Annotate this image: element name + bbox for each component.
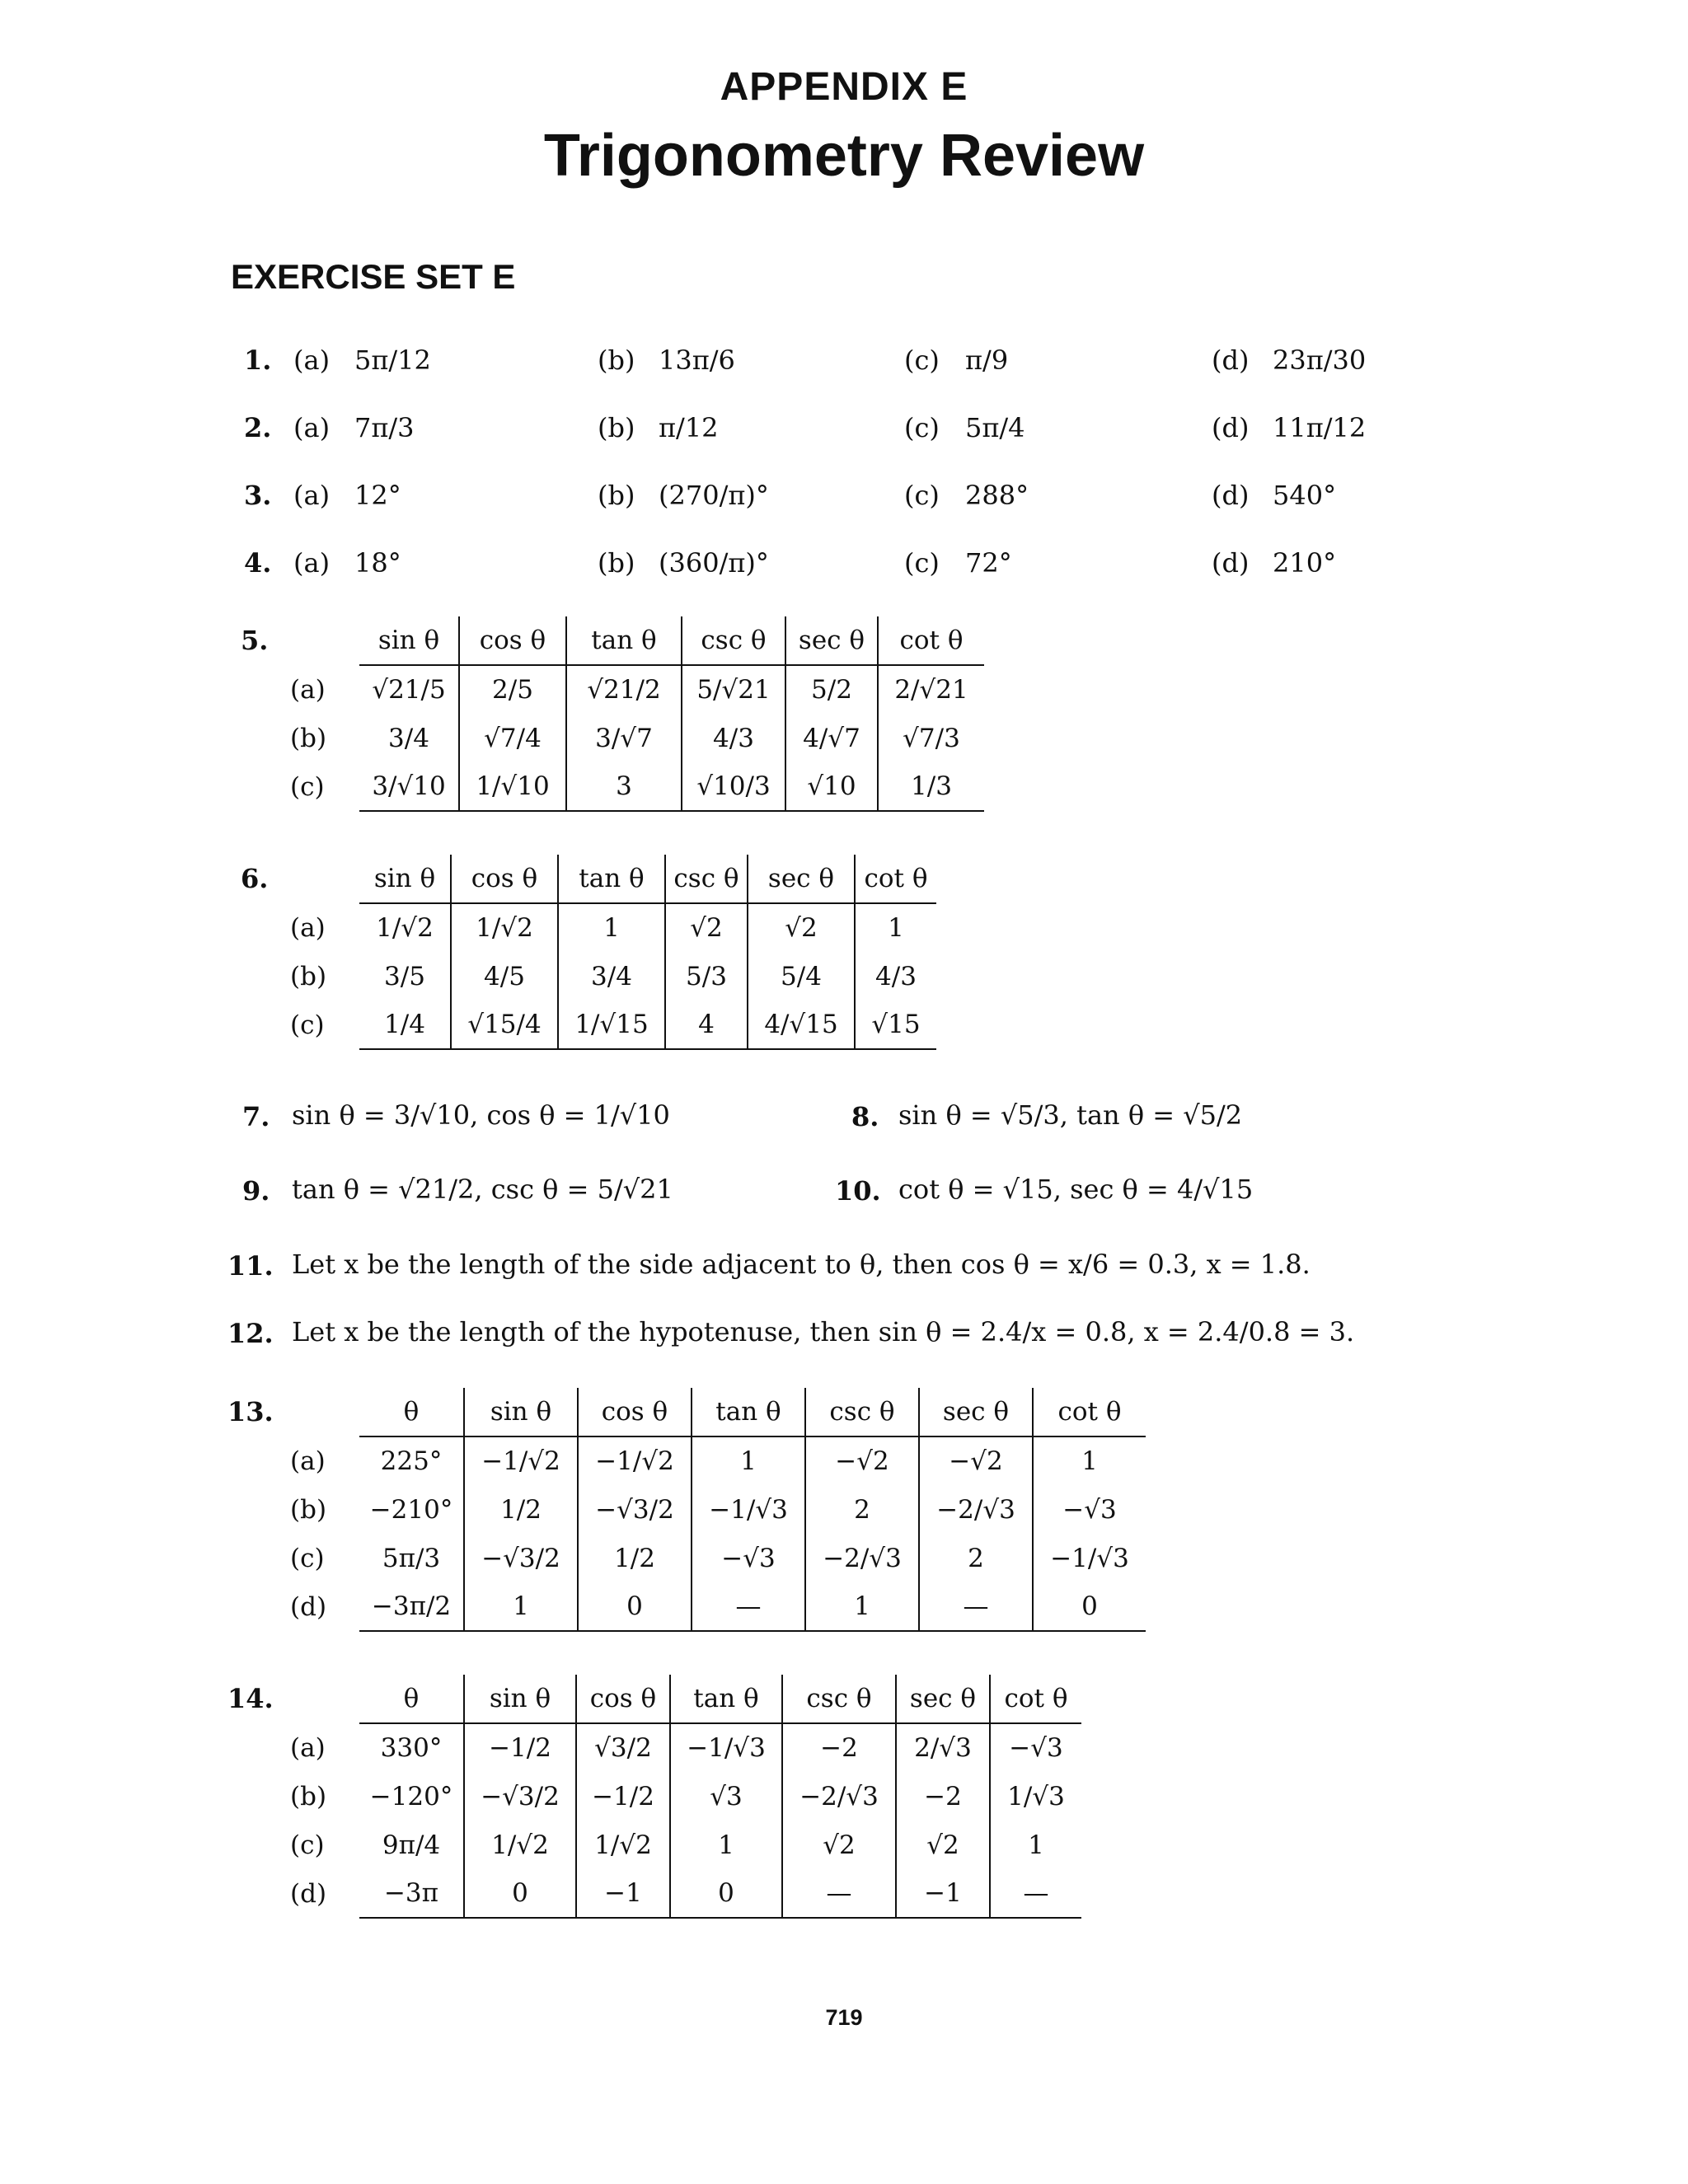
row-label: (b) — [290, 1494, 327, 1525]
table-cell: √15/4 — [451, 1001, 558, 1049]
table-cell: 1/2 — [464, 1485, 578, 1534]
table-row — [290, 1001, 936, 1049]
table-cell: −√3 — [692, 1534, 805, 1582]
part-answer: 72° — [965, 547, 1012, 579]
table-cell: −3π — [359, 1869, 464, 1918]
table-cell: √2 — [896, 1821, 990, 1869]
column-header: sec θ — [896, 1675, 990, 1723]
table-cell: 1/√2 — [376, 913, 434, 943]
corner-cell — [290, 1675, 359, 1723]
table-cell: 4/5 — [451, 952, 558, 1001]
table-cell: — — [782, 1869, 896, 1918]
table-cell: −√3 — [1033, 1485, 1146, 1534]
row-label: (c) — [290, 771, 325, 802]
column-header: cot θ — [855, 855, 936, 903]
exercise-number: 11. — [227, 1250, 274, 1282]
column-header: cos θ — [451, 855, 558, 903]
table-cell: √21/2 — [566, 665, 682, 714]
exercise-number: 1. — [244, 344, 272, 376]
column-header: csc θ — [782, 1675, 896, 1723]
table-row — [290, 1772, 1081, 1821]
table-cell: 1/√15 — [558, 1001, 665, 1049]
table-row — [290, 1485, 1146, 1534]
exercise-6-table — [290, 855, 936, 1050]
row-label: (d) — [290, 1878, 327, 1909]
table-cell: −√2 — [919, 1436, 1033, 1485]
table-cell: −2 — [782, 1723, 896, 1772]
table-cell: √10/3 — [682, 762, 785, 811]
part-label: (b) — [598, 412, 635, 443]
table-cell: 3/√7 — [566, 714, 682, 762]
table-row — [290, 1869, 1081, 1918]
page-number: 719 — [825, 2005, 863, 2030]
table-cell: 3 — [566, 762, 682, 811]
corner-cell — [290, 1388, 359, 1436]
table-cell: −1/√2 — [578, 1436, 692, 1485]
part-label: (c) — [904, 412, 940, 443]
part-answer: 540° — [1273, 480, 1337, 511]
exercise-8-answer: sin θ = √5/3, tan θ = √5/2 — [898, 1099, 1243, 1131]
table-cell: 5/√21 — [682, 665, 785, 714]
table-cell: 1 — [805, 1582, 919, 1631]
part-answer: 11π/12 — [1273, 412, 1367, 443]
part-label: (d) — [1212, 412, 1250, 443]
exercise-number: 6. — [241, 863, 269, 894]
exercise-number: 4. — [244, 547, 272, 579]
row-label: (c) — [290, 1543, 325, 1573]
part-answer: 18° — [354, 547, 401, 579]
part-answer: 288° — [965, 480, 1029, 511]
corner-cell — [290, 855, 359, 903]
part-label: (b) — [598, 547, 635, 579]
exercise-9-answer: tan θ = √21/2, csc θ = 5/√21 — [292, 1174, 673, 1205]
table-cell: 4/3 — [855, 952, 936, 1001]
table-cell: √15 — [855, 1001, 936, 1049]
row-label: (b) — [290, 723, 327, 753]
table-cell: — — [919, 1582, 1033, 1631]
table-cell: √3/2 — [576, 1723, 670, 1772]
table-cell: 5/4 — [748, 952, 855, 1001]
exercise-12-answer: Let x be the length of the hypotenuse, then sin θ = 2.4/x = 0.8, x = 2.4/0.8 = 3. — [292, 1316, 1355, 1347]
table-row — [290, 762, 984, 811]
table-cell: 1/4 — [359, 1001, 451, 1049]
column-header: tan θ — [670, 1675, 782, 1723]
table-row — [290, 1723, 1081, 1772]
table-cell: −120° — [369, 1781, 453, 1811]
table-row — [290, 1436, 1146, 1485]
table-cell: 330° — [380, 1733, 443, 1763]
exercise-number: 2. — [244, 412, 272, 443]
table-cell: √21/5 — [372, 675, 446, 705]
part-answer: π/12 — [659, 412, 719, 443]
table-cell: −1/√2 — [464, 1436, 578, 1485]
part-label: (a) — [293, 480, 331, 511]
row-label: (d) — [290, 1591, 327, 1622]
column-header: csc θ — [665, 855, 748, 903]
table-cell: 5π/3 — [382, 1543, 441, 1573]
column-header: tan θ — [692, 1388, 805, 1436]
table-cell: 2 — [919, 1534, 1033, 1582]
column-header: cos θ — [578, 1388, 692, 1436]
column-header: cot θ — [990, 1675, 1081, 1723]
part-answer: 210° — [1273, 547, 1337, 579]
column-header: cot θ — [878, 616, 984, 665]
part-label: (c) — [904, 480, 940, 511]
row-label: (a) — [290, 674, 326, 705]
table-cell: 1 — [670, 1821, 782, 1869]
part-answer: π/9 — [965, 344, 1009, 376]
part-answer: 5π/12 — [354, 344, 431, 376]
table-cell: √7/4 — [459, 714, 566, 762]
table-cell: 1 — [464, 1582, 578, 1631]
row-label: (a) — [290, 1446, 326, 1476]
column-header: cos θ — [459, 616, 566, 665]
table-cell: 0 — [670, 1869, 782, 1918]
column-header: cot θ — [1033, 1388, 1146, 1436]
table-row — [290, 714, 984, 762]
row-label: (b) — [290, 961, 327, 991]
table-cell: −√3/2 — [464, 1534, 578, 1582]
exercise-13-table — [290, 1388, 1146, 1632]
table-cell: −3π/2 — [359, 1582, 464, 1631]
table-cell: −2/√3 — [919, 1485, 1033, 1534]
table-row — [290, 903, 936, 952]
table-cell: 1/√2 — [451, 903, 558, 952]
table-cell: 3/5 — [384, 961, 425, 991]
table-cell: √2 — [665, 903, 748, 952]
exercise-10-answer: cot θ = √15, sec θ = 4/√15 — [898, 1174, 1254, 1205]
table-cell: −1/2 — [464, 1723, 576, 1772]
part-label: (a) — [293, 412, 331, 443]
row-label: (a) — [290, 912, 326, 943]
column-header: sin θ — [359, 616, 459, 665]
table-row — [290, 952, 936, 1001]
table-cell: 1/√10 — [459, 762, 566, 811]
table-cell: −√2 — [805, 1436, 919, 1485]
row-label: (a) — [290, 1732, 326, 1763]
table-cell: √10 — [785, 762, 878, 811]
column-header: sin θ — [464, 1675, 576, 1723]
column-header: sec θ — [748, 855, 855, 903]
table-cell: 1/√3 — [990, 1772, 1081, 1821]
exercise-11-answer: Let x be the length of the side adjacent to θ, then cos θ = x/6 = 0.3, x = 1.8. — [292, 1249, 1311, 1280]
table-cell: −1/√3 — [670, 1723, 782, 1772]
column-header: csc θ — [805, 1388, 919, 1436]
table-cell: 3/4 — [388, 723, 429, 753]
column-header: csc θ — [682, 616, 785, 665]
table-cell: 2/√21 — [878, 665, 984, 714]
column-header: sin θ — [359, 855, 451, 903]
table-cell: 1/√2 — [464, 1821, 576, 1869]
exercise-14-table — [290, 1675, 1081, 1919]
part-label: (a) — [293, 547, 331, 579]
table-row — [290, 1582, 1146, 1631]
table-cell: −√3 — [990, 1723, 1081, 1772]
table-cell: 1/3 — [878, 762, 984, 811]
exercise-7-answer: sin θ = 3/√10, cos θ = 1/√10 — [292, 1099, 670, 1131]
table-cell: — — [692, 1582, 805, 1631]
table-cell: 1 — [558, 903, 665, 952]
table-cell: √3 — [670, 1772, 782, 1821]
column-header: sec θ — [785, 616, 878, 665]
table-cell: −1/√3 — [692, 1485, 805, 1534]
table-cell: −2/√3 — [782, 1772, 896, 1821]
table-cell: −1 — [576, 1869, 670, 1918]
table-row — [290, 1534, 1146, 1582]
table-cell: 0 — [578, 1582, 692, 1631]
part-answer: (360/π)° — [659, 547, 769, 579]
column-header: tan θ — [558, 855, 665, 903]
table-cell: — — [990, 1869, 1081, 1918]
column-header: tan θ — [566, 616, 682, 665]
table-cell: 4/√7 — [785, 714, 878, 762]
exercise-number: 8. — [851, 1101, 879, 1132]
page-title: Trigonometry Review — [543, 123, 1145, 189]
table-cell: 1 — [1033, 1436, 1146, 1485]
part-label: (c) — [904, 547, 940, 579]
table-cell: 2 — [805, 1485, 919, 1534]
exercise-number: 13. — [227, 1396, 274, 1427]
table-cell: √7/3 — [878, 714, 984, 762]
table-cell: √2 — [782, 1821, 896, 1869]
part-answer: 7π/3 — [354, 412, 415, 443]
table-cell: 3/√10 — [359, 762, 459, 811]
row-label: (c) — [290, 1830, 325, 1860]
table-cell: −1 — [896, 1869, 990, 1918]
row-label: (b) — [290, 1781, 327, 1811]
table-cell: 2/√3 — [896, 1723, 990, 1772]
column-header: sec θ — [919, 1388, 1033, 1436]
table-cell: 4/3 — [682, 714, 785, 762]
table-cell: 225° — [380, 1446, 443, 1476]
table-cell: 0 — [1033, 1582, 1146, 1631]
exercise-5-table — [290, 616, 984, 812]
table-row — [290, 1821, 1081, 1869]
exercise-number: 7. — [242, 1101, 270, 1132]
table-cell: 5/2 — [785, 665, 878, 714]
table-cell: −1/2 — [576, 1772, 670, 1821]
table-cell: 1/√2 — [576, 1821, 670, 1869]
table-cell: 1 — [990, 1821, 1081, 1869]
table-cell: 1 — [692, 1436, 805, 1485]
table-cell: −210° — [369, 1494, 453, 1525]
table-row — [290, 665, 984, 714]
part-label: (a) — [293, 344, 331, 376]
corner-cell — [290, 616, 359, 665]
exercise-number: 3. — [244, 480, 272, 511]
part-answer: 23π/30 — [1273, 344, 1367, 376]
part-answer: (270/π)° — [659, 480, 769, 511]
table-cell: −2/√3 — [805, 1534, 919, 1582]
part-label: (c) — [904, 344, 940, 376]
part-answer: 12° — [354, 480, 401, 511]
exercise-number: 10. — [835, 1175, 881, 1207]
part-answer: 13π/6 — [659, 344, 735, 376]
table-cell: 1/2 — [578, 1534, 692, 1582]
exercise-number: 14. — [227, 1683, 274, 1714]
part-label: (d) — [1212, 547, 1250, 579]
column-header: θ — [359, 1675, 464, 1723]
table-cell: 5/3 — [665, 952, 748, 1001]
table-cell: 2/5 — [459, 665, 566, 714]
row-label: (c) — [290, 1010, 325, 1040]
part-label: (b) — [598, 344, 635, 376]
table-cell: −2 — [896, 1772, 990, 1821]
table-cell: 4 — [665, 1001, 748, 1049]
table-cell: 1 — [855, 903, 936, 952]
table-cell: −√3/2 — [578, 1485, 692, 1534]
exercise-number: 5. — [241, 625, 269, 656]
exercise-set-heading: EXERCISE SET E — [231, 257, 516, 296]
column-header: cos θ — [576, 1675, 670, 1723]
table-cell: −1/√3 — [1033, 1534, 1146, 1582]
part-label: (d) — [1212, 480, 1250, 511]
table-cell: 3/4 — [558, 952, 665, 1001]
part-answer: 5π/4 — [965, 412, 1025, 443]
exercise-number: 12. — [227, 1318, 274, 1349]
part-label: (d) — [1212, 344, 1250, 376]
column-header: θ — [359, 1388, 464, 1436]
table-cell: −√3/2 — [464, 1772, 576, 1821]
table-cell: √2 — [748, 903, 855, 952]
part-label: (b) — [598, 480, 635, 511]
table-cell: 4/√15 — [748, 1001, 855, 1049]
table-cell: 0 — [464, 1869, 576, 1918]
column-header: sin θ — [464, 1388, 578, 1436]
table-cell: 9π/4 — [382, 1830, 441, 1860]
appendix-heading: APPENDIX E — [720, 65, 968, 109]
exercise-number: 9. — [242, 1175, 270, 1207]
